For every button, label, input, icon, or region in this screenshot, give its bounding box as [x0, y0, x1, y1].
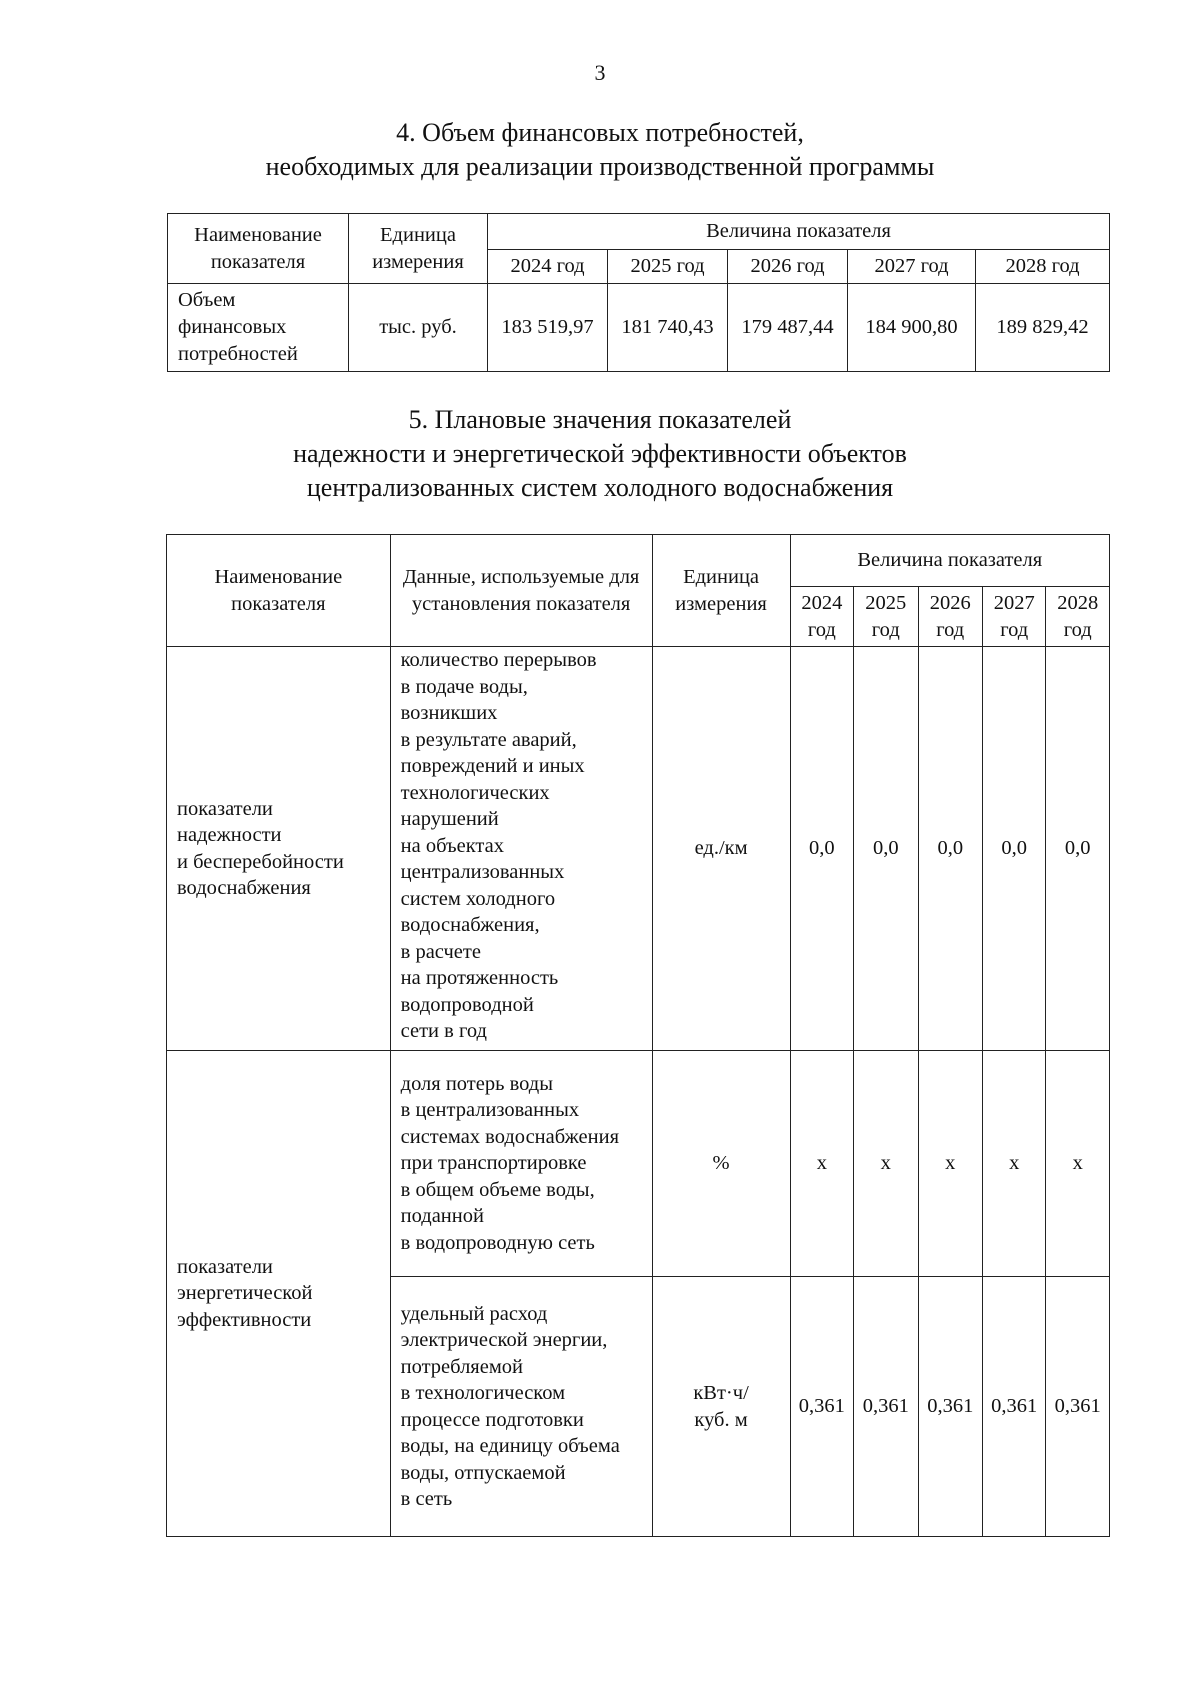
- section5-title: [0, 403, 1200, 505]
- row-value: 0,0: [918, 647, 982, 1051]
- reliability-efficiency-table: [166, 534, 1110, 1537]
- row-value: 179 487,44: [728, 284, 848, 372]
- section5-title-line2: надежности и энергетической эффективности объектов: [293, 439, 907, 468]
- row-value: 183 519,97: [488, 284, 608, 372]
- row-data: количество перерывов в подаче воды, возникших в результате аварий, повреждений и иных технологических нарушений на объектах централизованных систем холодного водоснабжения, в расчете на протяженность водопроводной сети в год: [390, 647, 652, 1051]
- table-row: [167, 647, 1110, 1051]
- header-year: 2025 год: [608, 250, 728, 284]
- row-unit: ед./км: [652, 647, 790, 1051]
- header-year: 2026 год: [918, 587, 982, 647]
- section4-title-line2: необходимых для реализации производственной программы: [265, 152, 935, 181]
- row-name: показатели энергетической эффективности: [167, 1051, 391, 1537]
- financial-needs-table: [167, 213, 1110, 372]
- row-value: 189 829,42: [976, 284, 1110, 372]
- header-year: 2027 год: [848, 250, 976, 284]
- row-value: 181 740,43: [608, 284, 728, 372]
- header-unit: Единица измерения: [652, 535, 790, 647]
- row-name: показатели надежности и бесперебойности водоснабжения: [167, 647, 391, 1051]
- row-value: 184 900,80: [848, 284, 976, 372]
- row-value: 0,361: [982, 1277, 1045, 1537]
- row-name: Объем финансовых потребностей: [168, 284, 349, 372]
- row-value: x: [854, 1051, 918, 1277]
- header-indicator-value: Величина показателя: [488, 214, 1110, 250]
- row-data: доля потерь воды в централизованных системах водоснабжения при транспортировке в общем объеме воды, поданной в водопроводную сеть: [390, 1051, 652, 1277]
- row-value: 0,0: [982, 647, 1045, 1051]
- row-value: 0,361: [918, 1277, 982, 1537]
- header-year: 2026 год: [728, 250, 848, 284]
- section5-title-line3: централизованных систем холодного водоснабжения: [306, 473, 894, 502]
- header-year: 2028 год: [976, 250, 1110, 284]
- header-year: 2025 год: [854, 587, 918, 647]
- row-value: 0,361: [854, 1277, 918, 1537]
- row-value: 0,0: [854, 647, 918, 1051]
- row-unit: кВт·ч/ куб. м: [652, 1277, 790, 1537]
- header-indicator-name: Наименование показателя: [167, 535, 391, 647]
- table-row: [167, 1051, 1110, 1277]
- header-unit: Единица измерения: [349, 214, 488, 284]
- header-year: 2027 год: [982, 587, 1045, 647]
- section5-title-line1: 5. Плановые значения показателей: [408, 405, 792, 434]
- section4-title: [0, 116, 1200, 184]
- header-indicator-value: Величина показателя: [790, 535, 1109, 587]
- header-indicator-name: Наименование показателя: [168, 214, 349, 284]
- header-year: 2024 год: [488, 250, 608, 284]
- section4-title-line1: 4. Объем финансовых потребностей,: [396, 118, 804, 147]
- header-year: 2028 год: [1046, 587, 1110, 647]
- page-number: 3: [594, 60, 606, 85]
- row-value: 0,361: [1046, 1277, 1110, 1537]
- row-value: x: [790, 1051, 853, 1277]
- header-data-used: Данные, используемые для установления показателя: [390, 535, 652, 647]
- table-row: [168, 284, 1110, 372]
- row-value: x: [1046, 1051, 1110, 1277]
- row-value: 0,361: [790, 1277, 853, 1537]
- row-value: x: [918, 1051, 982, 1277]
- row-value: x: [982, 1051, 1045, 1277]
- row-unit: %: [652, 1051, 790, 1277]
- row-value: 0,0: [790, 647, 853, 1051]
- row-value: 0,0: [1046, 647, 1110, 1051]
- row-data: удельный расход электрической энергии, потребляемой в технологическом процессе подготовки воды, на единицу объема воды, отпускаемой в сеть: [390, 1277, 652, 1537]
- header-year: 2024 год: [790, 587, 853, 647]
- row-unit: тыс. руб.: [349, 284, 488, 372]
